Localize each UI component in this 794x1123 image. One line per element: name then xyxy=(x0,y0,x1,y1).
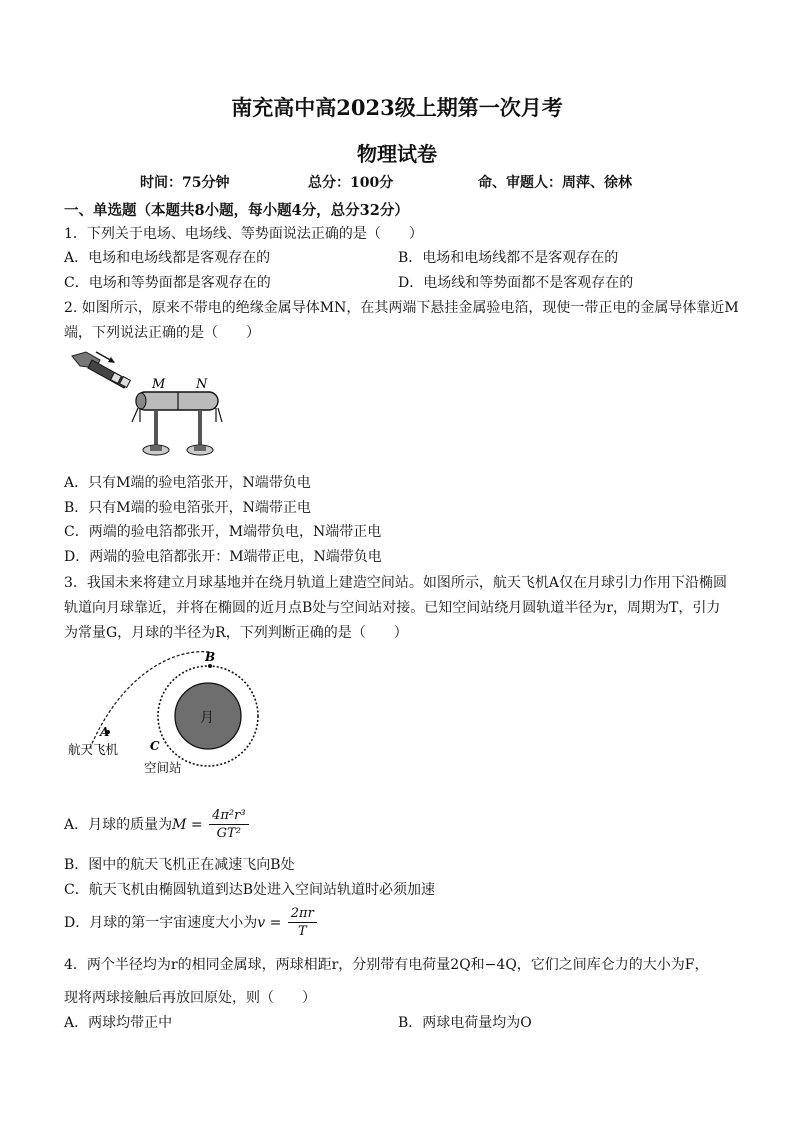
q3-option-d-lhs: v = xyxy=(257,915,282,931)
q3-option-d xyxy=(64,906,317,940)
foil-n-icon xyxy=(216,408,222,422)
q4-option-a: A．两球均带正中 xyxy=(64,1015,173,1031)
foil-m-icon xyxy=(132,408,140,422)
q3-option-d-numerator: 2πr xyxy=(288,906,317,923)
q2-stem-line1: 2. 如图所示，原来不带电的绝缘金属导体MN，在其两端下悬挂金属验电箔，现使一带正电的金属导体靠近M xyxy=(64,300,739,316)
q3-option-a-lhs: M = xyxy=(172,817,203,833)
q1-option-b: B．电场和电场线都不是客观存在的 xyxy=(398,250,619,266)
q1-stem: 1．下列关于电场、电场线、等势面说法正确的是（ ） xyxy=(64,226,423,242)
q3-option-d-fraction xyxy=(288,906,317,940)
q3-stem-line1: 3．我国未来将建立月球基地并在绕月轨道上建造空间站。如图所示，航天飞机A仅在月球引力作用下沿椭圆 xyxy=(64,575,728,591)
q1-option-c: C．电场和等势面都是客观存在的 xyxy=(64,275,271,291)
q2-option-d: D．两端的验电箔都张开：M端带正电，N端带负电 xyxy=(64,549,382,565)
conductor-diagram xyxy=(66,348,238,466)
exam-title: 南充高中高2023级上期第一次月考 xyxy=(231,95,563,120)
point-c-label: C xyxy=(150,739,160,753)
q3-option-c: C．航天飞机由椭圆轨道到达B处进入空间站轨道时必须加速 xyxy=(64,882,435,898)
shuttle-label: 航天飞机 xyxy=(68,742,119,757)
insulating-stand-right xyxy=(187,410,213,455)
q3-option-a-text: A．月球的质量为 xyxy=(64,817,173,833)
charged-rod-icon xyxy=(72,352,130,388)
lunar-orbit-diagram xyxy=(60,648,260,780)
station-label: 空间站 xyxy=(144,760,182,775)
q3-option-d-denominator: T xyxy=(297,924,307,939)
q2-stem-line2: 端，下列说法正确的是（ ） xyxy=(64,325,260,341)
q3-option-a xyxy=(64,808,249,842)
exam-subtitle: 物理试卷 xyxy=(357,142,437,166)
moon-label: 月 xyxy=(200,710,214,726)
q3-stem-line3: 为常量G，月球的半径为R，下列判断正确的是（ ） xyxy=(64,625,408,641)
q1-option-a: A．电场和电场线都是客观存在的 xyxy=(64,250,271,266)
q2-option-b: B．只有M端的验电箔张开，N端带正电 xyxy=(64,500,311,516)
section-heading: 一、单选题（本题共8小题，每小题4分，总分32分） xyxy=(64,202,409,219)
point-a-label: A xyxy=(100,725,110,739)
q3-option-b: B．图中的航天飞机正在减速飞向B处 xyxy=(64,857,295,873)
q4-option-b: B．两球电荷量均为O xyxy=(398,1015,532,1031)
metal-conductor-mn xyxy=(136,392,218,410)
label-n: N xyxy=(196,377,208,392)
q3-option-a-denominator: GT² xyxy=(216,826,241,841)
exam-time: 时间：75分钟 xyxy=(140,175,230,191)
exam-authors: 命、审题人：周萍、徐林 xyxy=(478,175,632,191)
q3-option-d-text: D．月球的第一宇宙速度大小为 xyxy=(64,915,258,931)
exam-total-score: 总分：100分 xyxy=(308,175,394,191)
insulating-stand-left xyxy=(143,410,169,455)
q1-option-d: D．电场线和等势面都不是客观存在的 xyxy=(398,275,634,291)
label-m: M xyxy=(152,377,166,392)
q4-stem-line1: 4．两个半径均为r的相同金属球，两球相距r，分别带有电荷量2Q和−4Q，它们之间库仑力的大小为F， xyxy=(64,957,709,973)
q2-option-a: A．只有M端的验电箔张开，N端带负电 xyxy=(64,475,311,491)
q2-option-c: C．两端的验电箔都张开，M端带负电，N端带正电 xyxy=(64,524,382,540)
point-b-label: B xyxy=(205,650,216,664)
q4-stem-line2: 现将两球接触后再放回原处，则（ ） xyxy=(64,990,316,1006)
q3-option-a-numerator: 4π²r³ xyxy=(209,808,248,825)
q3-option-a-fraction xyxy=(209,808,248,842)
q3-stem-line2: 轨道向月球靠近，并将在椭圆的近月点B处与空间站对接。已知空间站绕月圆轨道半径为r，周期为T，引力 xyxy=(64,600,721,616)
